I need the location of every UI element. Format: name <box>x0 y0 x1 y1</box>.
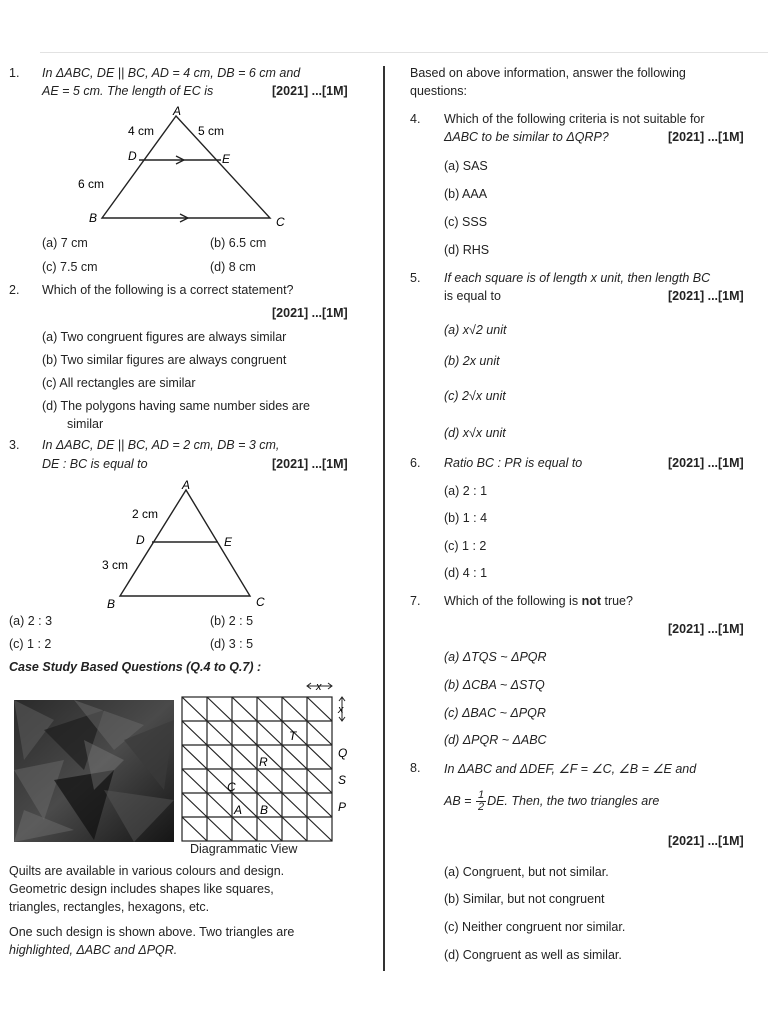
q8-number: 8. <box>410 761 421 775</box>
q8-option-c: (c) Neither congruent nor similar. <box>444 920 626 934</box>
q6-text: Ratio BC : PR is equal to <box>444 456 583 470</box>
q4-option-b: (b) AAA <box>444 187 488 201</box>
q5-text-line1: If each square is of length x unit, then length BC <box>444 271 711 285</box>
q1-label-d: D <box>128 149 137 163</box>
q8-text-line2 <box>444 790 659 813</box>
intro-line1: Based on above information, answer the following <box>410 66 686 80</box>
case-para1-line3: triangles, rectangles, hexagons, etc. <box>9 900 210 914</box>
q1-label-b: B <box>89 211 98 225</box>
q7-option-d: (d) ΔPQR ~ ΔABC <box>444 733 547 747</box>
q8-fraction <box>476 790 486 813</box>
q8-tag: [2021] ...[1M] <box>668 834 744 848</box>
q6-number: 6. <box>410 456 421 470</box>
grid-label-s: S <box>338 773 347 787</box>
q4-tag: [2021] ...[1M] <box>668 130 744 144</box>
q6-tag: [2021] ...[1M] <box>668 456 744 470</box>
q3-label-a: A <box>182 478 191 492</box>
q1-triangle-diagram <box>70 104 300 236</box>
q1-label-a: A <box>173 104 182 118</box>
q1-label-e: E <box>222 152 231 166</box>
q5-option-b: (b) 2x unit <box>444 354 500 368</box>
q8-option-b: (b) Similar, but not congruent <box>444 892 605 906</box>
q5-number: 5. <box>410 271 421 285</box>
q3-label-e: E <box>224 535 233 549</box>
q3-label-b: B <box>107 597 116 611</box>
q1-label-ad: 4 cm <box>128 124 155 138</box>
case-para2-line2: highlighted, ΔABC and ΔPQR. <box>9 943 178 957</box>
q5-tag: [2021] ...[1M] <box>668 289 744 303</box>
diagrammatic-grid <box>180 680 370 846</box>
q7-text <box>444 594 633 608</box>
q1-option-b: (b) 6.5 cm <box>210 236 267 250</box>
q8-option-a: (a) Congruent, but not similar. <box>444 865 609 879</box>
grid-label-a: A <box>234 803 243 817</box>
q3-number: 3. <box>9 438 20 452</box>
q4-text-line1: Which of the following criteria is not suitable for <box>444 112 705 126</box>
q4-option-c: (c) SSS <box>444 215 488 229</box>
q7-text-bold: not <box>581 594 601 608</box>
q7-option-c: (c) ΔBAC ~ ΔPQR <box>444 706 546 720</box>
grid-label-q: Q <box>338 746 348 760</box>
q6-option-c: (c) 1 : 2 <box>444 539 487 553</box>
q2-tag: [2021] ...[1M] <box>272 306 348 320</box>
q2-option-d-line2: similar <box>67 417 104 431</box>
q2-option-c: (c) All rectangles are similar <box>42 376 196 390</box>
case-para1-line2: Geometric design includes shapes like squares, <box>9 882 274 896</box>
q5-text-line2: is equal to <box>444 289 501 303</box>
q3-option-b: (b) 2 : 5 <box>210 614 254 628</box>
q8-option-d: (d) Congruent as well as similar. <box>444 948 622 962</box>
q1-label-ae: 5 cm <box>198 124 225 138</box>
case-para2-line1: One such design is shown above. Two triangles are <box>9 925 295 939</box>
q4-option-a: (a) SAS <box>444 159 488 173</box>
q2-option-d-line1: (d) The polygons having same number sides are <box>42 399 310 413</box>
q8-fraction-num: 1 <box>477 789 485 801</box>
q6-option-a: (a) 2 : 1 <box>444 484 488 498</box>
q7-text-post: true? <box>601 594 633 608</box>
q3-option-a: (a) 2 : 3 <box>9 614 53 628</box>
q1-option-c: (c) 7.5 cm <box>42 260 98 274</box>
q4-number: 4. <box>410 112 421 126</box>
q8-text-line2-post: DE. Then, the two triangles are <box>487 793 660 808</box>
q5-option-a: (a) x√2 unit <box>444 323 507 337</box>
q3-label-c: C <box>256 595 265 609</box>
q2-number: 2. <box>9 283 20 297</box>
q7-tag: [2021] ...[1M] <box>668 622 744 636</box>
q1-option-d: (d) 8 cm <box>210 260 256 274</box>
grid-label-x-side: x <box>338 704 344 716</box>
q3-text-line2: DE : BC is equal to <box>42 457 148 471</box>
q1-option-a: (a) 7 cm <box>42 236 88 250</box>
q6-option-b: (b) 1 : 4 <box>444 511 488 525</box>
q7-number: 7. <box>410 594 421 608</box>
q6-option-d: (d) 4 : 1 <box>444 566 488 580</box>
q3-text-line1: In ΔABC, DE || BC, AD = 2 cm, DB = 3 cm, <box>42 438 280 452</box>
grid-label-t: T <box>289 729 297 743</box>
case-study-heading: Case Study Based Questions (Q.4 to Q.7) : <box>9 660 262 674</box>
q7-option-b: (b) ΔCBA ~ ΔSTQ <box>444 678 545 692</box>
grid-label-b: B <box>260 803 269 817</box>
q3-option-d: (d) 3 : 5 <box>210 637 254 651</box>
q7-option-a: (a) ΔTQS ~ ΔPQR <box>444 650 547 664</box>
q5-option-d: (d) x√x unit <box>444 426 506 440</box>
q3-option-c: (c) 1 : 2 <box>9 637 52 651</box>
q8-text-line1: In ΔABC and ΔDEF, ∠F = ∠C, ∠B = ∠E and <box>444 762 697 776</box>
case-para1-line1: Quilts are available in various colours and design. <box>9 864 285 878</box>
column-divider <box>383 66 385 971</box>
q1-label-c: C <box>276 215 285 229</box>
q3-tag: [2021] ...[1M] <box>272 457 348 471</box>
q1-number: 1. <box>9 66 20 80</box>
q1-tag: [2021] ...[1M] <box>272 84 348 98</box>
grid-label-r: R <box>259 755 268 769</box>
grid-label-x-top: x <box>316 681 322 693</box>
quilt-photo <box>14 700 174 842</box>
intro-line2: questions: <box>410 84 467 98</box>
diagram-caption: Diagrammatic View <box>190 842 298 856</box>
q4-option-d: (d) RHS <box>444 243 490 257</box>
q2-option-b: (b) Two similar figures are always congruent <box>42 353 287 367</box>
q8-ab-eq: AB = <box>444 793 472 808</box>
q3-label-d: D <box>136 533 145 547</box>
q3-label-ad: 2 cm <box>132 507 159 521</box>
q3-label-db: 3 cm <box>102 558 129 572</box>
q2-option-a: (a) Two congruent figures are always similar <box>42 330 287 344</box>
grid-label-c: C <box>227 780 236 794</box>
q8-fraction-den: 2 <box>477 801 485 813</box>
q1-text-line1: In ΔABC, DE || BC, AD = 4 cm, DB = 6 cm and <box>42 66 301 80</box>
q1-text-line2: AE = 5 cm. The length of EC is <box>42 84 214 98</box>
top-rule <box>40 52 768 53</box>
grid-label-p: P <box>338 800 347 814</box>
q3-triangle-diagram <box>96 478 286 614</box>
q5-option-c: (c) 2√x unit <box>444 389 506 403</box>
q1-label-db: 6 cm <box>78 177 105 191</box>
q2-text: Which of the following is a correct statement? <box>42 283 294 297</box>
q7-text-pre: Which of the following is <box>444 594 582 608</box>
q4-text-line2: ΔABC to be similar to ΔQRP? <box>444 130 609 144</box>
